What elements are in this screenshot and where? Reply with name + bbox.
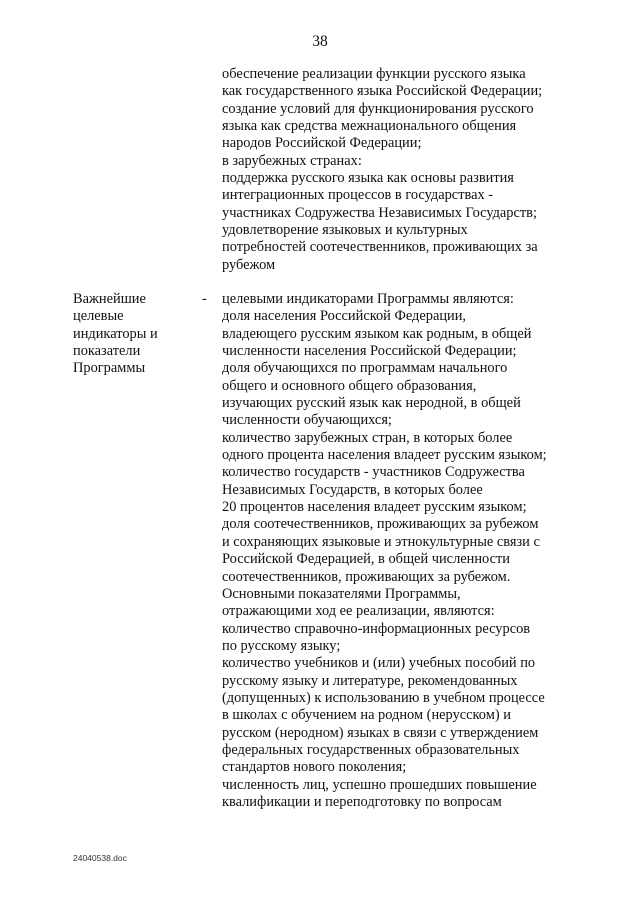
text-line: численности обучающихся; bbox=[222, 412, 392, 429]
label-line: Программы bbox=[73, 360, 146, 377]
text-line: квалификации и переподготовку по вопросам bbox=[222, 793, 502, 810]
file-footer: 24040538.doc bbox=[73, 853, 127, 863]
text-line: как государственного языка Российской Федерации; bbox=[222, 83, 543, 100]
text-line: Российской Федерацией, в общей численности bbox=[222, 551, 510, 568]
text-line: интеграционных процессов в государствах - bbox=[222, 187, 494, 204]
text-line: численности населения Российской Федерации; bbox=[222, 343, 517, 360]
text-line: по русскому языку; bbox=[222, 637, 341, 654]
text-line: федеральных государственных образовательных bbox=[222, 741, 520, 758]
text-line: изучающих русский язык как неродной, в общей bbox=[222, 395, 521, 412]
intro-text bbox=[222, 66, 577, 274]
text-line: количество учебников и (или) учебных пособий по bbox=[222, 655, 536, 672]
text-line: соотечественников, проживающих за рубежом. bbox=[222, 568, 511, 585]
text-line: создание условий для функционирования русского bbox=[222, 100, 534, 117]
text-line: русскому языку и литературе, рекомендованных bbox=[222, 672, 518, 689]
text-line: количество государств - участников Содружества bbox=[222, 464, 525, 481]
label-line: целевые bbox=[73, 308, 124, 325]
text-line: 20 процентов населения владеет русским языком; bbox=[222, 499, 527, 516]
text-line: численность лиц, успешно прошедших повышение bbox=[222, 776, 537, 793]
text-line: в школах с обучением на родном (нерусском) и bbox=[222, 707, 511, 724]
text-line: народов Российской Федерации; bbox=[222, 135, 422, 152]
text-line: обеспечение реализации функции русского языка bbox=[222, 66, 526, 82]
text-line: отражающими ход ее реализации, являются: bbox=[222, 603, 495, 620]
label-line: показатели bbox=[73, 343, 141, 360]
row-dash: - bbox=[202, 291, 207, 307]
text-line: количество справочно-информационных ресурсов bbox=[222, 620, 531, 637]
text-line: Независимых Государств, в которых более bbox=[222, 481, 483, 498]
text-line: рубежом bbox=[222, 256, 276, 273]
text-line: количество зарубежных стран, в которых более bbox=[222, 429, 513, 446]
text-line: участниках Содружества Независимых Государств; bbox=[222, 204, 537, 221]
text-line: удовлетворение языковых и культурных bbox=[222, 222, 468, 239]
text-line: потребностей соотечественников, проживающих за bbox=[222, 239, 538, 256]
indicators-text bbox=[222, 291, 577, 811]
text-line: (допущенных) к использованию в учебном процессе bbox=[222, 689, 545, 706]
label-line: индикаторы и bbox=[73, 325, 158, 342]
text-line: одного процента населения владеет русским языком; bbox=[222, 447, 547, 464]
text-line: Основными показателями Программы, bbox=[222, 585, 461, 602]
text-line: поддержка русского языка как основы развития bbox=[222, 170, 514, 187]
page-number: 38 bbox=[312, 33, 328, 50]
text-line: общего и основного общего образования, bbox=[222, 377, 477, 394]
text-line: и сохраняющих языковые и этнокультурные связи с bbox=[222, 533, 540, 550]
text-line: языка как средства межнационального общения bbox=[222, 118, 517, 135]
text-line: владеющего русским языком как родным, в общей bbox=[222, 325, 532, 342]
text-line: стандартов нового поколения; bbox=[222, 759, 407, 776]
text-line: в зарубежных странах: bbox=[222, 152, 362, 169]
text-line: доля соотечественников, проживающих за рубежом bbox=[222, 516, 539, 533]
row-label bbox=[73, 291, 183, 378]
text-line: доля обучающихся по программам начального bbox=[222, 360, 508, 377]
text-line: доля населения Российской Федерации, bbox=[222, 308, 467, 325]
label-line: Важнейшие bbox=[73, 291, 146, 307]
text-line: целевыми индикаторами Программы являются: bbox=[222, 291, 514, 307]
text-line: русском (неродном) языках в связи с утверждением bbox=[222, 724, 539, 741]
